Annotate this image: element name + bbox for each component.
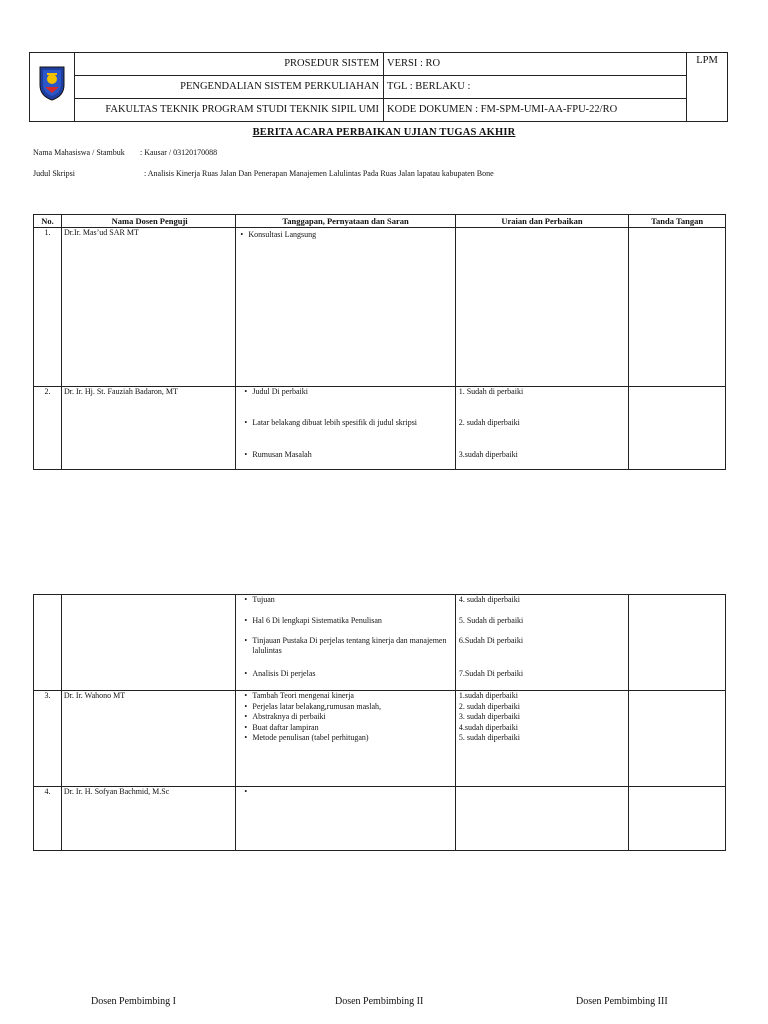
supervisor-2-label: Dosen Pembimbing II xyxy=(335,996,424,1007)
header-corner: LPM xyxy=(687,53,728,122)
examiner-table-continued xyxy=(33,594,726,851)
list-item: • Perjelas latar belakang,rumusan maslah, xyxy=(244,702,454,713)
list-item: • Analisis Di perjelas xyxy=(244,669,454,679)
page-title: BERITA ACARA PERBAIKAN UJIAN TUGAS AKHIR xyxy=(252,127,516,138)
list-item: • Metode penulisan (tabel perhitugan) xyxy=(244,733,454,744)
list-item: 1.sudah diperbaiki xyxy=(458,691,518,700)
corrections-cell xyxy=(455,787,628,851)
list-item: 3.sudah diperbaiki xyxy=(458,450,518,459)
list-item: 5. sudah diperbaiki xyxy=(458,733,520,742)
header-faculty: FAKULTAS TEKNIK PROGRAM STUDI TEKNIK SIPIL UMI xyxy=(74,99,383,122)
list-item: 6.Sudah Di perbaiki xyxy=(458,636,524,645)
list-item: • Tambah Teori mengenai kinerja xyxy=(244,691,454,702)
thesis-value: : Analisis Kinerja Ruas Jalan Dan Penerapan Manajemen Lalulintas Pada Ruas Jalan lapatau kabupaten Bone xyxy=(144,169,494,178)
header-control: PENGENDALIAN SISTEM PERKULIAHAN xyxy=(74,76,383,99)
corrections-cell xyxy=(455,691,628,787)
row-number: 1. xyxy=(34,228,62,387)
document-header xyxy=(29,52,728,122)
student-name-value: : Kausar / 03120170088 xyxy=(140,148,218,157)
list-item: • Latar belakang dibuat lebih spesifik di judul skripsi xyxy=(244,418,454,450)
list-item: 2. sudah diperbaiki xyxy=(458,418,520,427)
list-item: • Buat daftar lampiran xyxy=(244,723,454,734)
list-item: • Rumusan Masalah xyxy=(244,450,454,460)
list-item: 4.sudah diperbaiki xyxy=(458,722,518,732)
list-item: • Judul Di perbaiki xyxy=(244,387,454,418)
header-doc-code: KODE DOKUMEN : FM-SPM-UMI-AA-FPU-22/RO xyxy=(384,99,687,122)
row-number xyxy=(34,595,62,691)
list-item: • Tujuan xyxy=(244,595,454,616)
signature-cell xyxy=(629,387,726,470)
university-logo xyxy=(37,65,67,101)
table-row xyxy=(34,691,726,787)
list-item: 5. Sudah di perbaiki xyxy=(458,616,524,625)
list-item: 3. sudah diperbaiki xyxy=(458,712,520,721)
corrections-cell xyxy=(455,595,628,691)
col-response-header: Tanggapan, Pernyataan dan Saran xyxy=(236,215,455,228)
examiner-name: Dr.Ir. Mas’ud SAR MT xyxy=(61,228,235,387)
examiner-name: Dr. Ir. Hj. St. Fauziah Badaron, MT xyxy=(61,387,235,470)
col-no-header: No. xyxy=(34,215,62,228)
row-number: 4. xyxy=(34,787,62,851)
table-row xyxy=(34,228,726,387)
list-item: • Konsultasi Langsung xyxy=(240,230,454,240)
examiner-name xyxy=(61,595,235,691)
corrections-cell xyxy=(455,387,628,470)
table-row xyxy=(34,595,726,691)
logo-cell xyxy=(30,53,75,122)
signature-cell xyxy=(629,691,726,787)
examiner-table xyxy=(33,214,726,470)
list-item: 2. sudah diperbaiki xyxy=(458,701,520,711)
response-cell xyxy=(236,387,455,470)
response-cell xyxy=(236,595,455,691)
row-number: 2. xyxy=(34,387,62,470)
signature-cell xyxy=(629,787,726,851)
header-procedure: PROSEDUR SISTEM xyxy=(74,53,383,76)
list-item: 1. Sudah di perbaiki xyxy=(458,387,524,396)
signature-cell xyxy=(629,228,726,387)
list-item: • Abstraknya di perbaiki xyxy=(244,712,454,723)
examiner-name: Dr. Ir. H. Sofyan Bachmid, M.Sc xyxy=(61,787,235,851)
supervisor-3-label: Dosen Pembimbing III xyxy=(576,996,668,1007)
response-cell xyxy=(236,228,455,387)
signature-cell xyxy=(629,595,726,691)
table-row xyxy=(34,387,726,470)
response-cell xyxy=(236,787,455,851)
col-signature-header: Tanda Tangan xyxy=(629,215,726,228)
supervisor-1-label: Dosen Pembimbing I xyxy=(91,996,176,1007)
header-date: TGL : BERLAKU : xyxy=(384,76,687,99)
list-item: 7.Sudah Di perbaiki xyxy=(458,669,524,678)
list-item: 4. sudah diperbaiki xyxy=(458,595,520,604)
corrections-cell xyxy=(455,228,628,387)
table-header-row xyxy=(34,215,726,228)
thesis-label: Judul Skripsi xyxy=(33,169,76,178)
table-row xyxy=(34,787,726,851)
response-cell xyxy=(236,691,455,787)
row-number: 3. xyxy=(34,691,62,787)
student-name-label: Nama Mahasiswa / Stambuk xyxy=(33,148,125,157)
examiner-name: Dr. Ir. Wahono MT xyxy=(61,691,235,787)
col-corrections-header: Uraian dan Perbaikan xyxy=(455,215,628,228)
col-examiner-header: Nama Dosen Penguji xyxy=(61,215,235,228)
list-item: • Hal 6 Di lengkapi Sistematika Penulisan xyxy=(244,616,454,636)
list-item: • Tinjauan Pustaka Di perjelas tentang kinerja dan manajemen lalulintas xyxy=(244,636,454,669)
header-version: VERSI : RO xyxy=(384,53,687,76)
